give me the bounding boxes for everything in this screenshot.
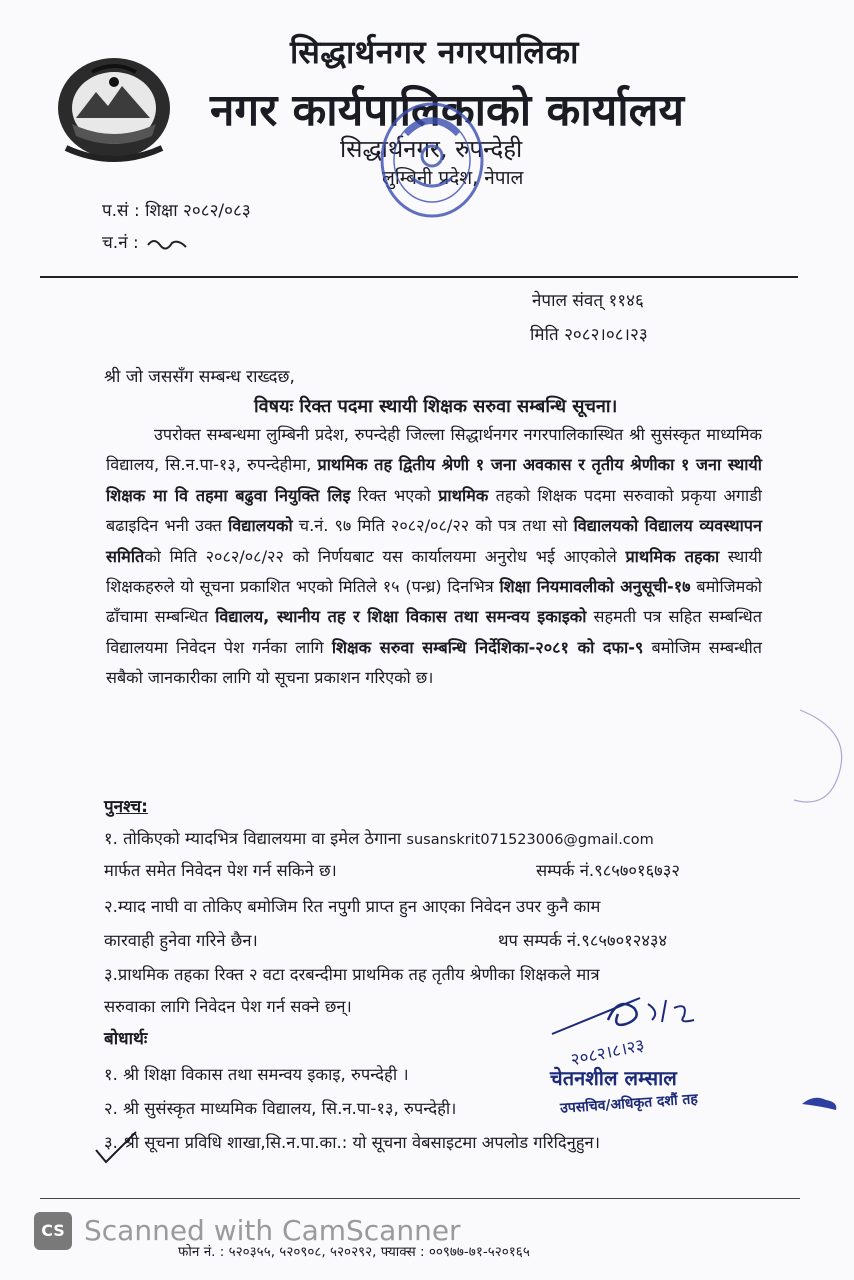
camscanner-watermark: Scanned with CamScanner <box>84 1214 461 1247</box>
margin-pen-mark-icon <box>790 700 854 820</box>
punash-item-3-line-1: ३.प्राथमिक तहका रिक्त २ वटा दरबन्दीमा प्राथमिक तह तृतीय श्रेणीका शिक्षकले मात्र <box>104 965 600 984</box>
office-province: लुम्बिनी प्रदेश, नेपाल <box>382 167 524 189</box>
header-divider <box>40 276 798 278</box>
bodhartha-item-3: ३. श्री सूचना प्रविधि शाखा,सि.न.पा.का.: यो सूचना वेबसाइटमा अपलोड गरिदिनुहुन। <box>104 1133 600 1152</box>
chalani-scribble-icon <box>144 235 190 251</box>
subject-line: विषयः रिक्त पदमा स्थायी शिक्षक सरुवा सम्बन्धि सूचना। <box>254 396 618 417</box>
signature-date: २०८२।८।२३ <box>569 1035 647 1071</box>
nepal-emblem-icon <box>52 52 176 168</box>
punash-item-2-line-2: कारवाही हुनेवा गरिने छैन। <box>104 931 258 950</box>
tick-mark-icon <box>92 1128 140 1168</box>
patra-sankhya: प.सं : शिक्षा २०८२/०८३ <box>102 201 251 221</box>
bodhartha-item-1: १. श्री शिक्षा विकास तथा समन्वय इकाइ, रुपन्देही । <box>104 1065 409 1084</box>
notice-body: उपरोक्त सम्बन्धमा लुम्बिनी प्रदेश, रुपन्देही जिल्ला सिद्धार्थनगर नगरपालिकास्थित श्री सुसंस्कृत माध्यमिक विद्यालय, सि.न.पा-१३, रुपन्देहीमा, प्राथमिक तह द्वितीय श्रेणी १ जना अवकास र तृतीय श्रेणीका १ जना स्थायी शिक्षक मा वि तहमा बढुवा नियुक्ति लिइ रिक्त भएको प्राथमिक तहको शिक्षक पदमा सरुवाको प्रकृया अगाडी बढाइदिन भनी उक्त विद्यालयको च.नं. ९७ मिति २०८२/०८/२२ को पत्र तथा सो विद्यालयको विद्यालय व्यवस्थापन समितिको मिति २०८२/०८/२२ को निर्णयबाट यस कार्यालयमा अनुरोध भई आएकोले प्राथमिक तहका स्थायी शिक्षकहरुले यो सूचना प्रकाशित भएको मितिले १५ (पन्ध्र) दिनभित्र शिक्षा नियमावलीको अनुसूची-१७ बमोजिमको ढाँचामा सम्बन्धित विद्यालय, स्थानीय तह र शिक्षा विकास तथा समन्वय इकाइको सहमती पत्र सहित सम्बन्धित विद्यालयमा निवेदन पेश गर्नका लागि शिक्षक सरुवा सम्बन्धि निर्देशिका-२०८१ को दफा-९ बमोजिम सम्बन्धीत सबैको जानकारीका लागि यो सूचना प्रकाशन गरिएको छ। <box>106 425 762 688</box>
issue-date: मिति २०८२।०८।२३ <box>530 325 648 345</box>
footer-divider <box>40 1198 800 1199</box>
contact-number-2: थप सम्पर्क नं.९८५७०१२४३४ <box>498 931 668 950</box>
salutation: श्री जो जससँग सम्बन्ध राख्दछ, <box>104 367 295 387</box>
municipality-name: सिद्धार्थनगर नगरपालिका <box>290 33 579 71</box>
office-name: नगर कार्यपालिकाको कार्यालय <box>210 85 684 136</box>
punash-item-1-line-1: १. तोकिएको म्यादभित्र विद्यालयमा वा इमेल ठेगाना susanskrit071523006@gmail.com <box>104 829 654 848</box>
signatory-post: उपसचिव/अधिकृत दशौं तह <box>559 1091 699 1117</box>
contact-email[interactable]: susanskrit071523006@gmail.com <box>406 832 654 848</box>
bodhartha-heading: बोधार्थः <box>104 1029 148 1049</box>
punash-item-1-line-2: मार्फत समेत निवेदन पेश गर्न सकिने छ। <box>104 861 337 880</box>
footer-contact: फोन नं. : ५२०३५५, ५२०९०८, ५२०२९२, फ्याक्स : ००९७७-७१-५२०१६५ <box>178 1244 530 1260</box>
punash-item-3-line-2: सरुवाका लागि निवेदन पेश गर्न सक्ने छन्। <box>104 997 352 1016</box>
contact-number-1: सम्पर्क नं.९८५७०१६७३२ <box>536 861 680 880</box>
bodhartha-item-2: २. श्री सुसंस्कृत माध्यमिक विद्यालय, सि.न.पा-१३, रुपन्देही। <box>104 1099 457 1118</box>
punash-item-2-line-1: २.म्याद नाघी वा तोकिए बमोजिम रित नपुगी प्राप्त हुन आएका निवेदन उपर कुनै काम <box>104 897 601 916</box>
chalani-number: च.नं : <box>102 230 190 253</box>
signatory-name: चेतनशील लम्साल <box>550 1066 677 1090</box>
nepal-sambat-date: नेपाल संवत् ११४६ <box>532 291 644 311</box>
office-location: सिद्धार्थनगर, रुपन्देही <box>340 135 523 163</box>
ink-blot-icon <box>800 1092 840 1112</box>
camscanner-logo-icon: CS <box>34 1212 72 1250</box>
punash-heading: पुनश्च: <box>104 797 148 817</box>
office-seal-stamp-icon <box>372 98 492 228</box>
